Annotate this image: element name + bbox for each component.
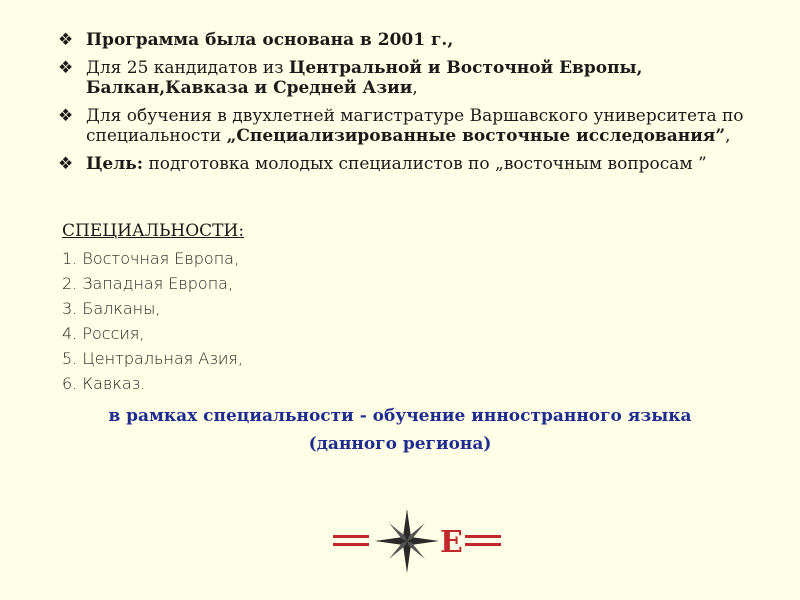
bullet-text: подготовка молодых специалистов по „восточным вопросам ”	[143, 154, 707, 174]
bullet-list	[58, 30, 758, 182]
bullet-text: Для обучения в двухлетней магистратуре Варшавского университета по специальности	[86, 106, 744, 146]
diamond-bullet-icon: ❖	[58, 154, 74, 174]
bullet-text: Центральной и Восточной Европы, Балкан,Кавказа и Средней Азии	[86, 58, 643, 98]
bullet-item	[58, 58, 758, 98]
compass-star-icon	[375, 509, 439, 573]
specialty-item: 6. Кавказ.	[62, 374, 146, 393]
logo-left-bars	[333, 535, 369, 546]
bullet-text: „Специализированные восточные исследования”	[226, 126, 726, 146]
bullet-item	[58, 106, 758, 146]
bullet-text: Программа была основана в 2001 г.,	[86, 30, 454, 50]
specialties-list	[62, 248, 243, 398]
bullet-text: Цель:	[86, 154, 144, 174]
logo-letter: E	[440, 525, 463, 560]
specialties-title: СПЕЦИАЛЬНОСТИ:	[62, 221, 245, 241]
bullet-item	[58, 30, 758, 50]
language-note-line1: в рамках специальности - обучение инностранного языка	[108, 406, 692, 426]
diamond-bullet-icon: ❖	[58, 30, 74, 50]
specialty-item: 3. Балканы,	[62, 299, 161, 318]
specialty-item: 4. Россия,	[62, 324, 145, 343]
bullet-item	[58, 154, 758, 174]
bullet-text: ,	[412, 78, 418, 98]
diamond-bullet-icon: ❖	[58, 58, 74, 78]
logo-right-bars	[465, 535, 501, 546]
diamond-bullet-icon: ❖	[58, 106, 74, 126]
bullet-text: ,	[725, 126, 731, 146]
logo	[325, 505, 515, 577]
specialty-item: 5. Центральная Азия,	[62, 349, 243, 368]
language-note-line2: (данного региона)	[308, 434, 492, 454]
specialty-item: 2. Западная Европа,	[62, 274, 234, 293]
specialty-item: 1. Восточная Европа,	[62, 249, 240, 268]
bullet-text: Для 25 кандидатов из	[86, 58, 289, 78]
